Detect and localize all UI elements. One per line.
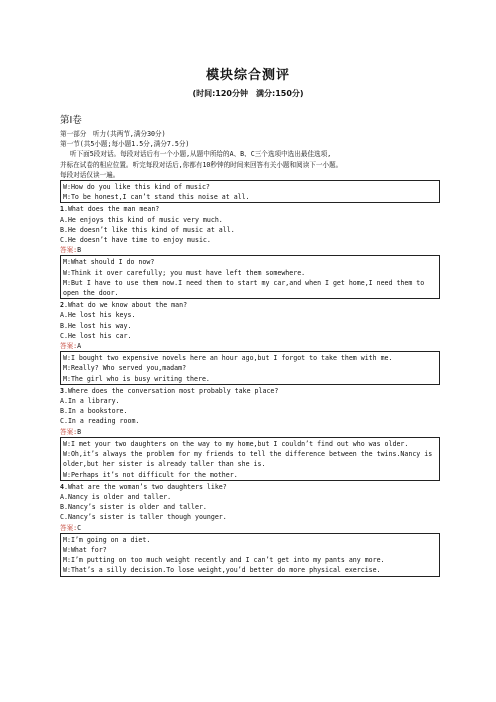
question-text: .What are the woman’s two daughters like? — [63, 482, 227, 491]
answer-value: B — [77, 246, 82, 255]
transcript-box — [60, 351, 440, 385]
transcript-line: W:Think it over carefully; you must have left them somewhere. — [63, 268, 306, 277]
transcript-line: M:Really? Who served you,madam? — [63, 364, 187, 373]
page-subtitle: (时间:120分钟 满分:150分) — [192, 89, 304, 98]
page-title: 模块综合测评 — [205, 68, 290, 83]
option: C.Nancy’s sister is taller though younger. — [60, 513, 227, 522]
part-heading: 第一部分 听力(共两节,满分30分) — [60, 130, 166, 138]
option: C.In a reading room. — [60, 417, 140, 426]
transcript-line: W:How do you like this kind of music? — [63, 183, 210, 192]
question-text: .What do we know about the man? — [63, 301, 188, 310]
question-number: 1 — [60, 205, 64, 214]
question — [60, 386, 440, 437]
transcript-line: M:I’m putting on too much weight recently and I can’t get into my pants any more. — [63, 556, 385, 565]
transcript-line: W:That’s a silly decision.To lose weight,you’d better do more physical exercise. — [63, 566, 381, 575]
question-number: 4 — [60, 482, 64, 491]
transcript-line: M:To be honest,I can’t stand this noise at all. — [63, 193, 250, 202]
transcript-box — [60, 437, 440, 481]
transcript-box — [60, 255, 440, 299]
option: A.He enjoys this kind of music very much. — [60, 215, 223, 224]
volume-heading: 第Ⅰ卷 — [60, 115, 82, 126]
option: A.In a library. — [60, 397, 120, 406]
option: A.Nancy is older and taller. — [60, 492, 172, 501]
question-text: .What does the man mean? — [63, 205, 160, 214]
question-number: 2 — [60, 301, 64, 310]
content — [60, 114, 440, 577]
answer-label: 答案: — [60, 246, 78, 255]
option: B.He lost his way. — [60, 321, 132, 330]
option: B.He doesn’t like this kind of music at all. — [60, 225, 235, 234]
answer-label: 答案: — [60, 427, 78, 436]
question-number: 3 — [60, 386, 64, 395]
instruction-line: 听下面5段对话。每段对话后有一个小题,从题中所给的A、B、C三个选项中选出最佳选项, — [70, 150, 332, 159]
answer-value: B — [77, 427, 82, 436]
transcript-line: W:I bought two expensive novels here an hour ago,but I forgot to take them with me. — [63, 354, 393, 363]
answer-value: A — [77, 342, 82, 351]
transcript-line: W:Oh,it’s always the problem for my friends to tell the difference between the twins.Nancy is older,but her sister is already taller than she is. — [63, 450, 433, 469]
question-text: .Where does the conversation most probably take place? — [63, 386, 279, 395]
answer-label: 答案: — [60, 342, 78, 351]
transcript-line: W:Perhaps it’s not difficult for the mother. — [63, 470, 238, 479]
question — [60, 300, 440, 351]
answer-value: C — [77, 523, 82, 532]
transcript-line: W:What for? — [63, 545, 107, 554]
transcript-line: W:I met your two daughters on the way to my home,but I couldn’t find out who was older. — [63, 439, 409, 448]
instruction-line: 并标在试卷的相应位置。听完每段对话后,你都有10秒钟的时间来回答有关小题和阅读下一小题。 — [60, 160, 343, 169]
option: C.He lost his car. — [60, 331, 132, 340]
question — [60, 482, 440, 533]
transcript-line: M:What should I do now? — [63, 258, 155, 267]
transcript-box — [60, 533, 440, 577]
option: B.In a bookstore. — [60, 407, 128, 416]
section-heading: 第一节(共5小题;每小题1.5分,满分7.5分) — [60, 140, 190, 149]
transcript-line: M:I’m going on a diet. — [63, 535, 151, 544]
option: C.He doesn’t have time to enjoy music. — [60, 236, 211, 245]
transcript-line: M:But I have to use them now.I need them to start my car,and when I get home,I need them to open the door. — [63, 278, 425, 298]
option: B.Nancy’s sister is older and taller. — [60, 503, 207, 512]
answer-label: 答案: — [60, 523, 78, 532]
question — [60, 204, 440, 255]
transcript-box — [60, 180, 440, 203]
instruction-line: 每段对话仅读一遍。 — [60, 170, 120, 179]
option: A.He lost his keys. — [60, 311, 136, 320]
transcript-line: M:The girl who is busy writing there. — [63, 374, 210, 383]
